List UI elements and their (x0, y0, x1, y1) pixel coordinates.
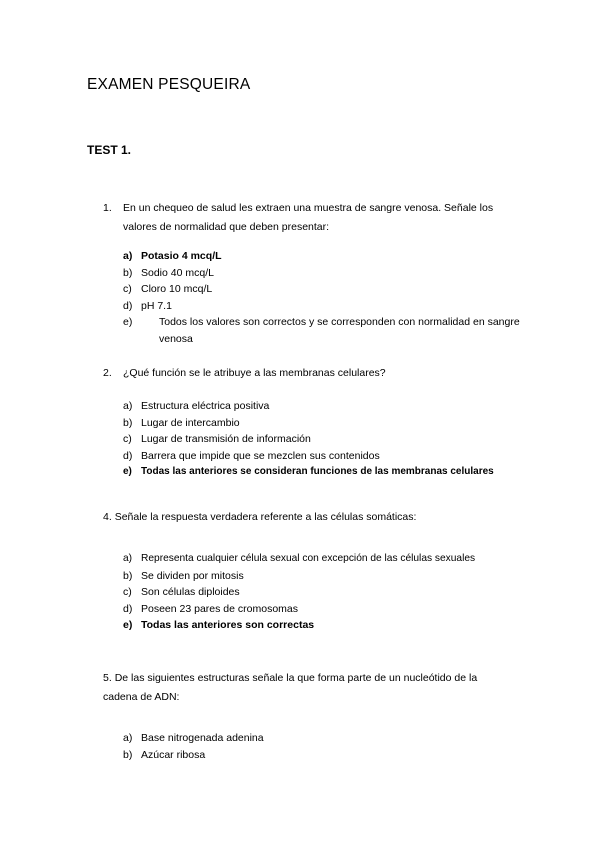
question-text: ¿Qué función se le atribuye a las membranas celulares? (123, 367, 386, 379)
question-5 (103, 669, 508, 707)
option-text: Son células diploides (141, 586, 240, 598)
question-4 (103, 508, 523, 527)
option-text: Barrera que impide que se mezclen sus contenidos (141, 449, 380, 462)
option-letter: a) (123, 732, 133, 744)
option-c (123, 281, 511, 298)
option-a (123, 248, 511, 265)
option-letter: a) (123, 250, 133, 262)
option-text: Todos los valores son correctos y se corresponden con normalidad en sangre venosa (159, 316, 520, 345)
option-text: Se dividen por mitosis (141, 569, 244, 582)
option-letter: d) (123, 299, 133, 312)
option-letter: a) (123, 553, 133, 564)
question-number: 4. (103, 511, 112, 523)
option-letter: e) (123, 316, 133, 328)
option-letter: c) (123, 433, 132, 445)
option-letter: c) (123, 586, 132, 598)
question-1 (103, 199, 523, 237)
option-text: Todas las anteriores se consideran funciones de las membranas celulares (141, 466, 494, 477)
option-text: Sodio 40 mcq/L (141, 266, 214, 279)
option-d (123, 298, 511, 315)
option-letter: b) (123, 748, 133, 761)
option-text: Representa cualquier célula sexual con excepción de las células sexuales (141, 553, 476, 564)
option-letter: d) (123, 449, 133, 462)
question-number: 1. (103, 202, 112, 214)
option-letter: b) (123, 416, 133, 429)
option-text: Lugar de transmisión de información (141, 433, 311, 445)
option-letter: b) (123, 569, 133, 582)
option-letter: e) (123, 619, 133, 631)
option-text: Cloro 10 mcq/L (141, 283, 213, 295)
test-heading: TEST 1. (87, 143, 132, 157)
question-body: De las siguientes estructuras señale la que forma parte de un nucleótido de la cadena de ADN: (103, 672, 478, 703)
question-2 (103, 364, 523, 383)
option-text: pH 7.1 (141, 299, 172, 312)
question-text (103, 508, 523, 527)
option-letter: c) (123, 283, 132, 295)
option-text: Lugar de intercambio (141, 416, 240, 429)
question-number: 5. (103, 672, 112, 684)
option-e (123, 314, 520, 347)
option-text: Base nitrogenada adenina (141, 732, 264, 744)
option-text: Azúcar ribosa (141, 748, 206, 761)
option-b (123, 265, 511, 282)
option-letter: a) (123, 400, 133, 412)
question-body: Señale la respuesta verdadera referente a las células somáticas: (114, 511, 417, 523)
option-text: Poseen 23 pares de cromosomas (141, 602, 299, 615)
option-text: Todas las anteriores son correctas (141, 619, 315, 631)
option-letter: b) (123, 266, 133, 279)
option-text: Potasio 4 mcq/L (141, 250, 222, 262)
question-text: En un chequeo de salud les extraen una muestra de sangre venosa. Señale los valores de normalidad que deben presentar: (123, 202, 494, 233)
option-letter: e) (123, 466, 132, 477)
question-text (103, 669, 508, 707)
question-1-options (123, 248, 520, 347)
option-text: Estructura eléctrica positiva (141, 400, 270, 412)
question-number: 2. (103, 367, 112, 379)
document-title: EXAMEN PESQUEIRA (87, 76, 251, 93)
option-letter: d) (123, 602, 133, 615)
